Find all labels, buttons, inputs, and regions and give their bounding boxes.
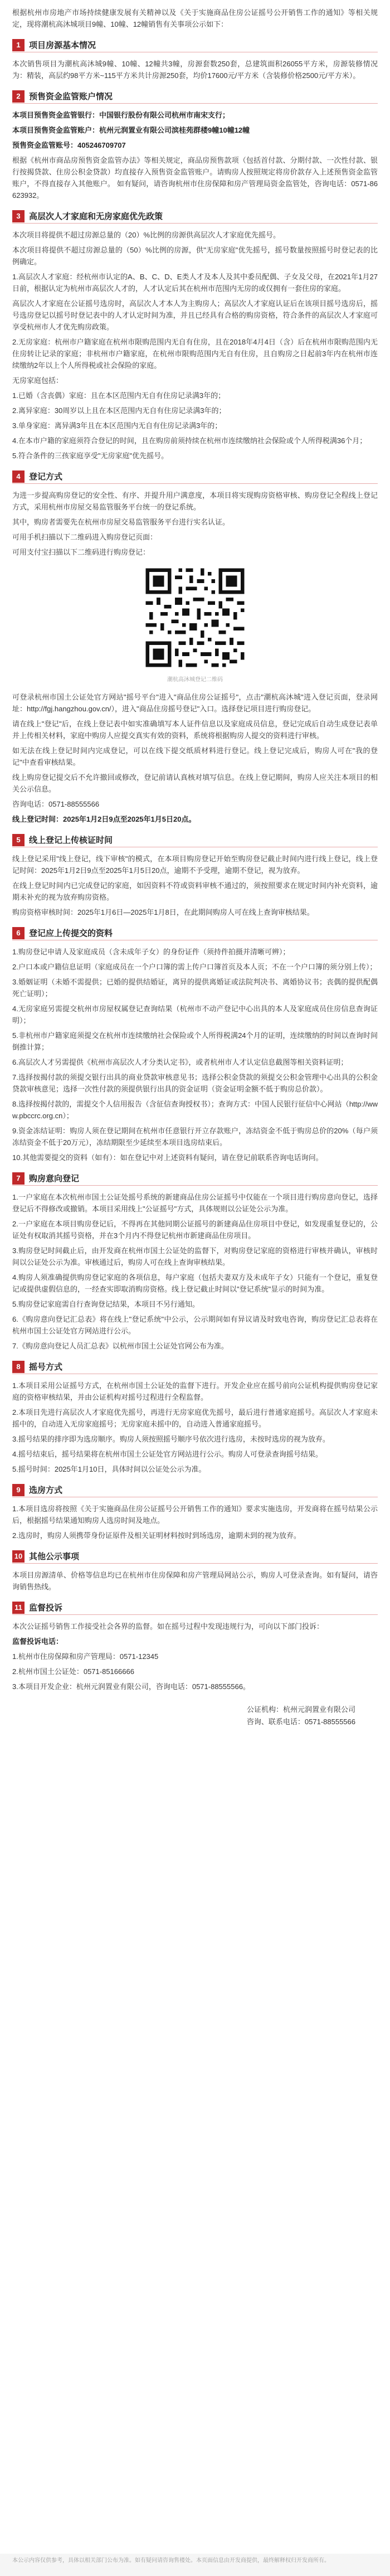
section-title: 监督投诉 xyxy=(29,1603,63,1613)
section-number: 5 xyxy=(12,834,25,846)
section-header-4 xyxy=(12,469,378,484)
section-header-7 xyxy=(12,1171,378,1186)
qr-code-image[interactable] xyxy=(142,565,248,671)
section-paragraph: 本次公证摇号销售工作接受社会各界的监督。如在摇号过程中发现违规行为，可向以下部门投诉： xyxy=(12,1622,324,1631)
supervision-bank: 本项目预售资金监管银行：中国银行股份有限公司杭州市南宋支行； xyxy=(12,111,230,119)
section-header-6 xyxy=(12,926,378,940)
section-paragraph: 1.一户家庭在本次杭州市国土公证处摇号系统的新建商品住房公证摇号中仅能在一个项目进行购房意向登记，选择登记后不得修改或撤销。本项目采用线上"公证摇号"方式，具体规则以公证处公示为准。 xyxy=(12,1193,378,1213)
section-paragraph: 4.无房家庭另需提交杭州市房屋权属登记查询结果（杭州市不动产登记中心出具的本人及家庭成员住房信息查询证明）； xyxy=(12,1005,378,1025)
qr-code-caption: 潮杭高沐城登记二维码 xyxy=(167,677,223,683)
section-paragraph: 其中，购房者需要先在杭州市房屋交易监管服务平台进行实名认证。 xyxy=(12,518,230,526)
complaint-contact: 1.杭州市住房保障和房产管理局：0571-12345 xyxy=(12,1652,159,1661)
section-paragraph: 本次项目将提供不超过房源总量的（50）%比例的房源，供"无房家庭"优先摇号，摇号数量按照摇号时登记表的比例确定。 xyxy=(12,246,378,266)
section-paragraph: 如无法在线上登记时间内完成登记，可以在线下提交纸质材料进行登记。线上登记完成后，购房人可在"我的登记"中查看审核结果。 xyxy=(12,746,378,767)
section-paragraph: 7.《购房意向登记人员汇总表》以杭州市国土公证处官网公布为准。 xyxy=(12,1342,228,1350)
section-paragraph: 10.其他需要提交的资料（如有）：如在登记中对上述资料有疑问，请在登记前联系咨询电话询问。 xyxy=(12,1153,323,1162)
section-paragraph: 1.高层次人才家庭：经杭州市认定的A、B、C、D、E类人才及本人及其中委员配偶、子女及父母，在2021年1月27日前，根据认定为杭州市高层次人才的，人才认定后其在杭州市范围内无房的或仅拥有一套住房的家庭。 xyxy=(12,273,378,293)
section-header-1 xyxy=(12,38,378,52)
section-paragraph: 无房家庭包括： xyxy=(12,376,64,385)
section-paragraph: 本项目房源清单、价格等信息均已在杭州市住房保障和房产管理局网站公示，购房人可登录查询。如有疑问，请咨询销售热线。 xyxy=(12,1571,378,1591)
section-paragraph: 为进一步提高购房登记的安全性、有序、并提升用户满意度，本项目将实现购房资格审核、购房登记全程线上登记方式，采用杭州市房屋交易监管服务平台统一的登记系统。 xyxy=(12,491,378,511)
section-number: 8 xyxy=(12,1361,25,1373)
section-number: 6 xyxy=(12,927,25,939)
footer-disclaimer: 本公示内容仅供参考，具体以相关部门公布为准。如有疑问请咨询售楼处。本页面信息由开发商提供，最终解释权归开发商所有。 xyxy=(0,2554,390,2576)
section-paragraph: 7.选择按揭付款的须提交银行出具的商业贷款审核意见书；选择公积金贷款的须提交公积金管理中心出具的公积金贷款审核意见；选择一次性付款的须提供银行出具的资金证明（资金证明金额不低于购房总价款）。 xyxy=(12,1073,378,1093)
section-header-3 xyxy=(12,209,378,224)
section-paragraph: 1.已婚（含丧偶）家庭：且在本区范围内无自有住房记录满3年的； xyxy=(12,391,226,400)
section-paragraph: 可用手机扫描以下二维码进入购房登记页面： xyxy=(12,533,158,541)
complaint-contact: 2.杭州市国土公证处：0571-85166666 xyxy=(12,1667,134,1676)
section-number: 7 xyxy=(12,1172,25,1185)
section-paragraph: 6.高层次人才另需提供《杭州市高层次人才分类认定书》，或者杭州市人才认定信息截图等相关资料证明； xyxy=(12,1058,348,1066)
section-title: 线上登记上传核证时间 xyxy=(29,835,113,845)
section-paragraph: 在线上登记时间内已完成登记的家庭，如因资料不符或资料审核不通过的，须按照要求在规定时间内补充资料，逾期未补充的视为放弃购房资格。 xyxy=(12,881,378,901)
complaint-heading: 监督投诉电话： xyxy=(12,1637,64,1646)
section-number: 3 xyxy=(12,210,25,222)
section-title: 登记应上传提交的资料 xyxy=(29,928,113,938)
section-paragraph: 线上登记采用"线上登记，线下审核"的模式，在本项目购房登记开始至购房登记截止时间内进行线上登记，线上登记时间：2025年1月2日9点至2025年1月5日20点，逾期不予受理，逾期不登记，视为放弃。 xyxy=(12,855,378,875)
section-paragraph: 请在线上"登记"后，在线上登记表中如实准确填写本人证件信息以及家庭成员信息，登记完成后自动生成登记表单并上传相关材料，家庭中购房人应提交真实有效的资料，系统将根据购房人提交的资料进行审核。 xyxy=(12,720,378,740)
section-paragraph: 1.本项目采用公证摇号方式，在杭州市国土公证处的监督下进行。开发企业应在摇号前向公证机构提供购房登记家庭的资格审核结果，并由公证机构对摇号过程进行全程监督。 xyxy=(12,1381,378,1401)
section-paragraph: 4.购房人须准确提供购房登记家庭的各项信息，每户家庭（包括夫妻双方及未成年子女）只能有一个登记，重复登记或提供虚假信息的，一经查实即取消购房资格。线上登记截止时间以"登记系统"显示的时间为准。 xyxy=(12,1273,378,1293)
intro-paragraph: 根据杭州市房地产市场持续健康发展有关精神以及《关于实施商品住房公证摇号公开销售工作的通知》等相关规定，现将潮杭高沐城项目9幢、10幢、12幢销售有关事项公示如下： xyxy=(12,8,378,28)
section-paragraph: 5.符合条件的三孩家庭享受"无房家庭"优先摇号。 xyxy=(12,452,169,460)
section-paragraph: 可用支付宝扫描以下二维码进行购房登记： xyxy=(12,548,150,556)
section-title: 预售资金监管账户情况 xyxy=(29,91,113,101)
section-number: 9 xyxy=(12,1484,25,1496)
section-paragraph: 3.婚姻证明（未婚不需提供；已婚的提供结婚证，离异的提供离婚证或法院判决书、离婚协议书；丧偶的提供配偶死亡证明）； xyxy=(12,978,378,998)
section-title: 购房意向登记 xyxy=(29,1173,80,1183)
section-header-10 xyxy=(12,1549,378,1564)
section-paragraph: 2.户口本或户籍信息证明（家庭成员在一个户口簿的需上传户口簿首页及本人页；不在一个户口簿的须分别上传）； xyxy=(12,963,377,971)
section-paragraph: 本次销售项目为潮杭高沐城9幢、10幢、12幢共3幢，房源套数250套，总建筑面积26055平方米，房源装修情况为：精装，高层约98平方米~115平方米共计房源250套，均价17600元/平方米（含装修价格2500元/平方米）。 xyxy=(12,60,378,80)
signature-block xyxy=(12,1704,378,1728)
section-title: 项目房源基本情况 xyxy=(29,40,96,50)
section-title: 摇号方式 xyxy=(29,1362,63,1372)
section-number: 2 xyxy=(12,90,25,103)
section-number: 4 xyxy=(12,470,25,483)
section-paragraph: 5.非杭州市户籍家庭须提交在杭州市连续缴纳社会保险或个人所得税满24个月的证明，连续缴纳的时间以查询时间倒推计算； xyxy=(12,1031,378,1051)
section-paragraph: 2.一户家庭在本项目购房登记后，不得再在其他同期公证摇号的新建商品住房项目中登记，如发现重复登记的，公证处有权取消其摇号资格，并在3个月内不得登记杭州市新建商品住房项目。 xyxy=(12,1220,378,1240)
section-number: 11 xyxy=(12,1602,25,1614)
section-paragraph: 1.本项目选房将按照《关于实施商品住房公证摇号公开销售工作的通知》要求实施选房，开发商将在摇号结果公示后，根据摇号结果通知购房人选房时间及地点。 xyxy=(12,1505,378,1525)
online-registration-time: 线上登记时间：2025年1月2日9点至2025年1月5日20点。 xyxy=(12,815,196,823)
section-paragraph: 2.离异家庭：30周岁以上且在本区范围内无自有住房记录满3年的； xyxy=(12,406,226,415)
section-paragraph: 4.在本市户籍的家庭须符合登记的时间，且在购房前须持续在杭州市连续缴纳社会保险或个人所得税满36个月； xyxy=(12,436,367,445)
section-paragraph: 1.购房登记申请人及家庭成员（含未成年子女）的身份证件（须持件拍摄并清晰可辨）； xyxy=(12,948,290,956)
section-paragraph: 3.摇号结果的排序即为选房顺序。购房人须按照摇号顺序号依次进行选房，未按时选房的视为放弃。 xyxy=(12,1435,330,1443)
section-paragraph: 购房资格审核时间：2025年1月6日—2025年1月8日，在此期间购房人可在线上查询审核结果。 xyxy=(12,908,314,916)
section-paragraph: 根据《杭州市商品房预售资金监管办法》等相关规定，商品房预售款项（包括首付款、分期付款、一次性付款、银行按揭贷款、住房公积金贷款）均直接存入预售资金监管账户。请购房人按照规定将房价款存入上述预售资金监管账户，不得直接存入其他账户。 如有疑问，请咨询杭州市住房保障和房产管理局资金监管处，咨询电话：0571-86623932。 xyxy=(12,156,378,200)
section-title: 选房方式 xyxy=(29,1485,63,1495)
complaint-contact: 3.本项目开发企业：杭州元润置业有限公司，咨询电话：0571-88555566。 xyxy=(12,1682,250,1691)
section-paragraph: 可登录杭州市国土公证处官方网站"摇号平台"进入"商品住房公证摇号"，点击"潮杭高沐城"进入登记页面，登录网址：http://fgj.hangzhou.gov.cn/），进入"商品住房摇号登记"入口。选择登记项目进行购房登记。 xyxy=(12,693,378,713)
section-header-11 xyxy=(12,1600,378,1615)
section-paragraph: 高层次人才家庭在公证摇号选房时，高层次人才本人为主购房人；高层次人才家庭认证后在该项目摇号选房后，摇号选房登记以摇号时登记表中的人才认定时间为准，并且已经具有合格的购房资格，符合条件的高层次人才家庭可享受杭州市人才优先购房政策。 xyxy=(12,299,378,331)
section-paragraph: 8.选择按揭付款的，需提交个人信用报告（含征信查询授权书）；查询方式：中国人民银行征信中心网站（http://www.pbccrc.org.cn）； xyxy=(12,1100,378,1120)
section-title: 其他公示事项 xyxy=(29,1551,80,1561)
section-paragraph: 本次项目将提供不超过房源总量的（20）%比例的房源供高层次人才家庭优先摇号。 xyxy=(12,231,281,239)
section-paragraph: 2.本项目先进行高层次人才家庭优先摇号，再进行无房家庭优先摇号，最后进行普通家庭摇号。高层次人才家庭未摇中的，自动进入无房家庭摇号；无房家庭未摇中的，自动进入普通家庭摇号。 xyxy=(12,1408,378,1428)
section-paragraph: 3.单身家庭：离异满3年且在本区范围内无自有住房记录满3年的； xyxy=(12,421,222,430)
qr-code-block xyxy=(12,565,378,686)
section-header-2 xyxy=(12,89,378,104)
consult-phone: 咨询电话：0571-88555566 xyxy=(12,800,100,808)
section-paragraph: 4.摇号结束后，摇号结果将在杭州市国土公证处官方网站进行公示。购房人可登录查询摇号结果。 xyxy=(12,1450,323,1458)
section-paragraph: 线上购房登记提交后不允许撤回或修改，登记前请认真核对填写信息。在线上登记期间，购房人应关注本项目的相关公示信息。 xyxy=(12,773,378,793)
signature-contact: 咨询、联系电话：0571-88555566 xyxy=(246,1718,355,1726)
section-paragraph: 6.《购房意向登记汇总表》将在线上"登记系统"中公示，公示期间如有异议请及时致电咨询，购房登记汇总表将在杭州市国土公证处官方网站进行公示。 xyxy=(12,1315,378,1335)
section-paragraph: 5.摇号时间：2025年1月10日，具体时间以公证处公示为准。 xyxy=(12,1465,206,1473)
section-number: 1 xyxy=(12,39,25,51)
section-title: 登记方式 xyxy=(29,472,63,482)
section-paragraph: 9.资金冻结证明：购房人须在登记期间在杭州市任意银行开立存款账户，冻结资金不低于购房总价的20%（每户须冻结资金不低于20万元），冻结期限至少延续至本项目选房结束后。 xyxy=(12,1127,378,1147)
section-header-9 xyxy=(12,1483,378,1497)
section-header-8 xyxy=(12,1360,378,1374)
section-paragraph: 5.购房登记家庭需自行查询登记结果，本项目不另行通知。 xyxy=(12,1300,199,1308)
section-paragraph: 3.购房登记时间截止后，由开发商在杭州市国土公证处的监督下，对购房登记家庭的资格进行审核并确认，审核时间以公证处公示为准。审核通过后，购房人可在线上查询审核结果。 xyxy=(12,1246,378,1267)
supervision-account-number: 预售资金监管账号：405246709707 xyxy=(12,141,126,149)
section-paragraph: 2.选房时，购房人须携带身份证原件及相关证明材料按时到场选房，逾期未到的视为放弃。 xyxy=(12,1531,301,1540)
section-paragraph: 2.无房家庭：杭州市户籍家庭在杭州市限购范围内无自有住房，且在2018年4月4日（含）后在杭州市限购范围内无住房转让记录的家庭；非杭州市户籍家庭，在杭州市限购范围内无自有住房，且自购房之日起前3年内在杭州市连续缴纳2年以上个人所得税或社会保险的家庭。 xyxy=(12,338,378,370)
section-title: 高层次人才家庭和无房家庭优先政策 xyxy=(29,211,163,221)
supervision-account-name: 本项目预售资金监管账户：杭州元润置业有限公司滨桂苑群楼9幢10幢12幢 xyxy=(12,126,250,134)
section-number: 10 xyxy=(12,1550,25,1563)
section-header-5 xyxy=(12,833,378,847)
signature-company: 公证机构：杭州元润置业有限公司 xyxy=(246,1705,355,1714)
